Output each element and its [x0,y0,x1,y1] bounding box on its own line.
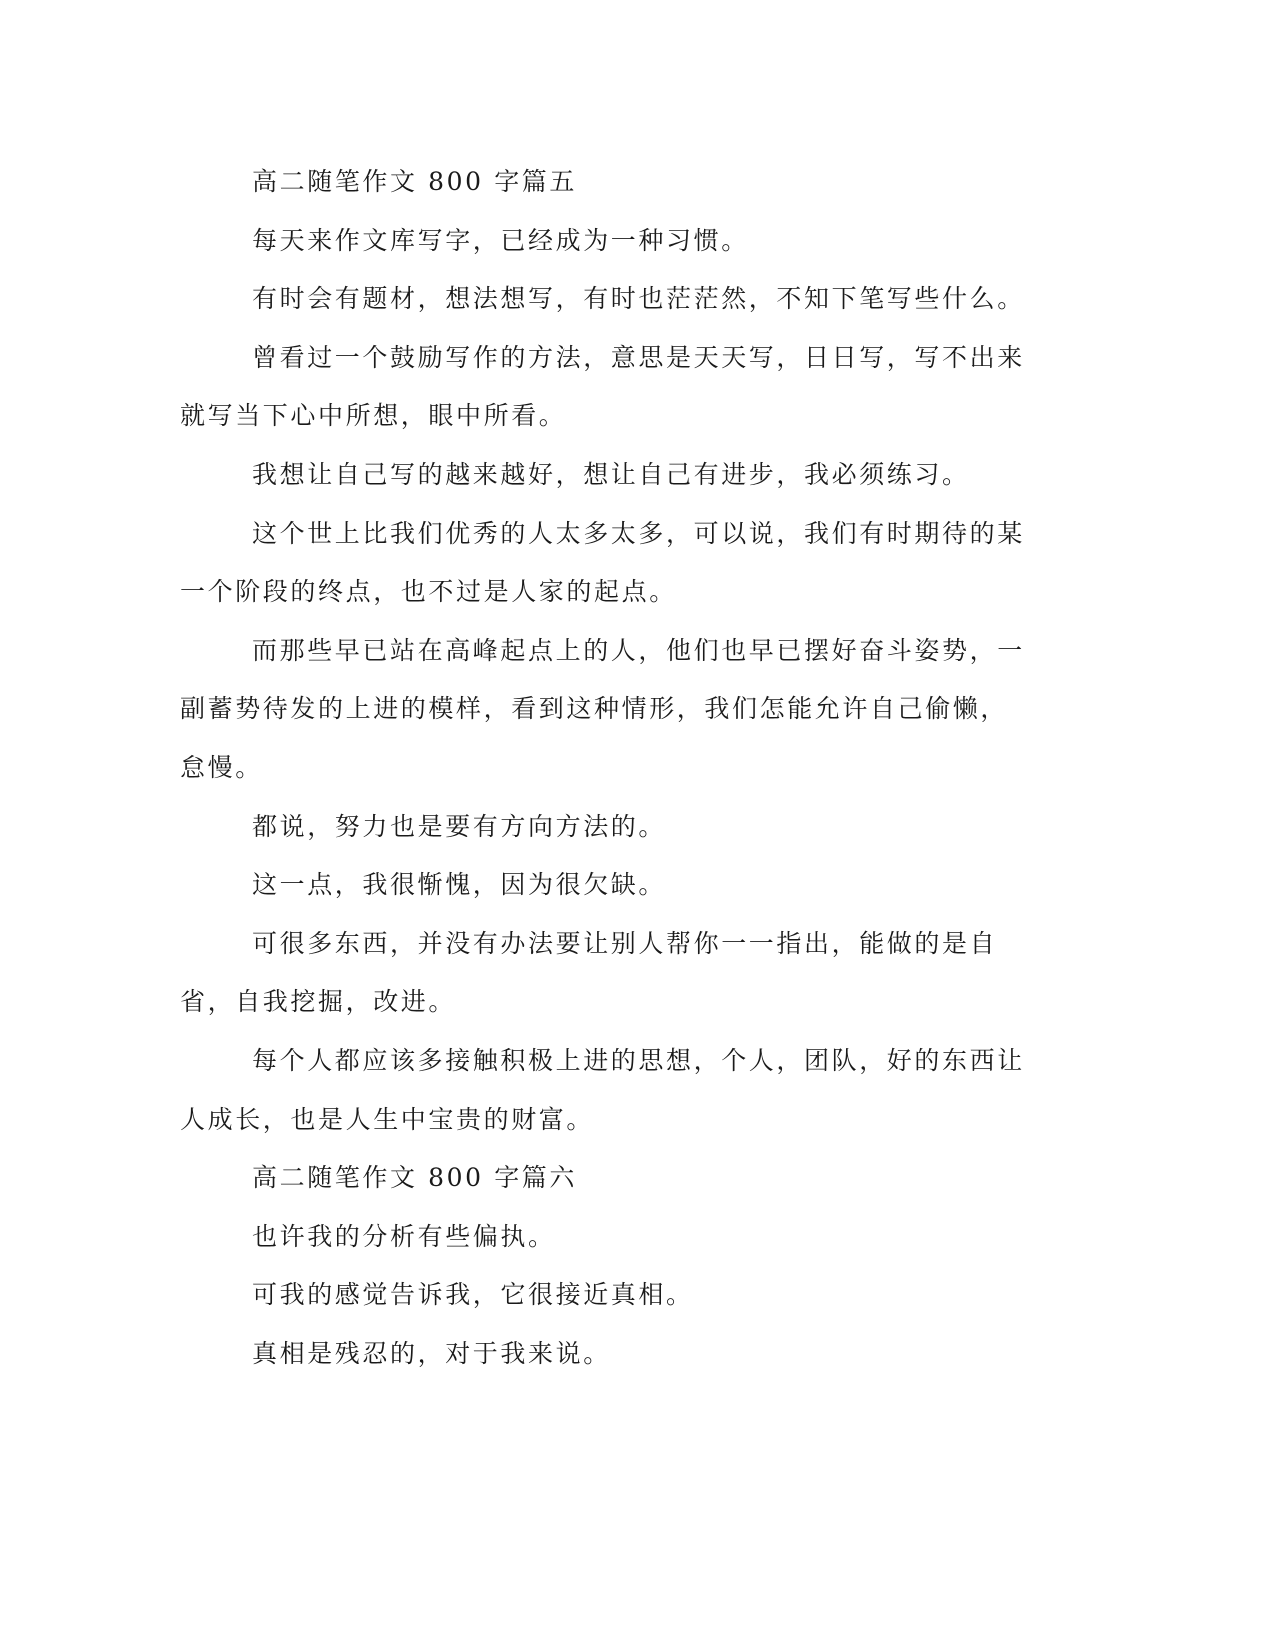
paragraph: 这一点，我很惭愧，因为很欠缺。 [252,870,667,900]
paragraph: 有时会有题材，想法想写，有时也茫茫然，不知下笔写些什么。 [252,284,1025,314]
document-body [180,153,1030,1383]
paragraph: 这个世上比我们优秀的人太多太多，可以说，我们有时期待的某一个阶段的终点，也不过是人家的起点。 [180,518,1025,607]
paragraph: 每天来作文库写字，已经成为一种习惯。 [252,225,749,255]
paragraph: 而那些早已站在高峰起点上的人，他们也早已摆好奋斗姿势，一副蓄势待发的上进的模样，看到这种情形，我们怎能允许自己偷懒，怠慢。 [180,635,1025,782]
section-heading: 高二随笔作文 800 字篇六 [252,1163,578,1193]
paragraph: 真相是残忍的，对于我来说。 [252,1338,611,1368]
paragraph: 都说，努力也是要有方向方法的。 [252,811,667,841]
paragraph: 也许我的分析有些偏执。 [252,1221,556,1251]
paragraph: 每个人都应该多接触积极上进的思想，个人，团队，好的东西让人成长，也是人生中宝贵的财富。 [180,1045,1025,1134]
paragraph: 可我的感觉告诉我，它很接近真相。 [252,1280,694,1310]
paragraph: 我想让自己写的越来越好，想让自己有进步，我必须练习。 [252,459,970,489]
section-heading: 高二随笔作文 800 字篇五 [252,167,578,196]
paragraph: 可很多东西，并没有办法要让别人帮你一一指出，能做的是自省，自我挖掘，改进。 [180,928,998,1017]
paragraph: 曾看过一个鼓励写作的方法，意思是天天写，日日写，写不出来就写当下心中所想，眼中所看。 [180,342,1025,431]
